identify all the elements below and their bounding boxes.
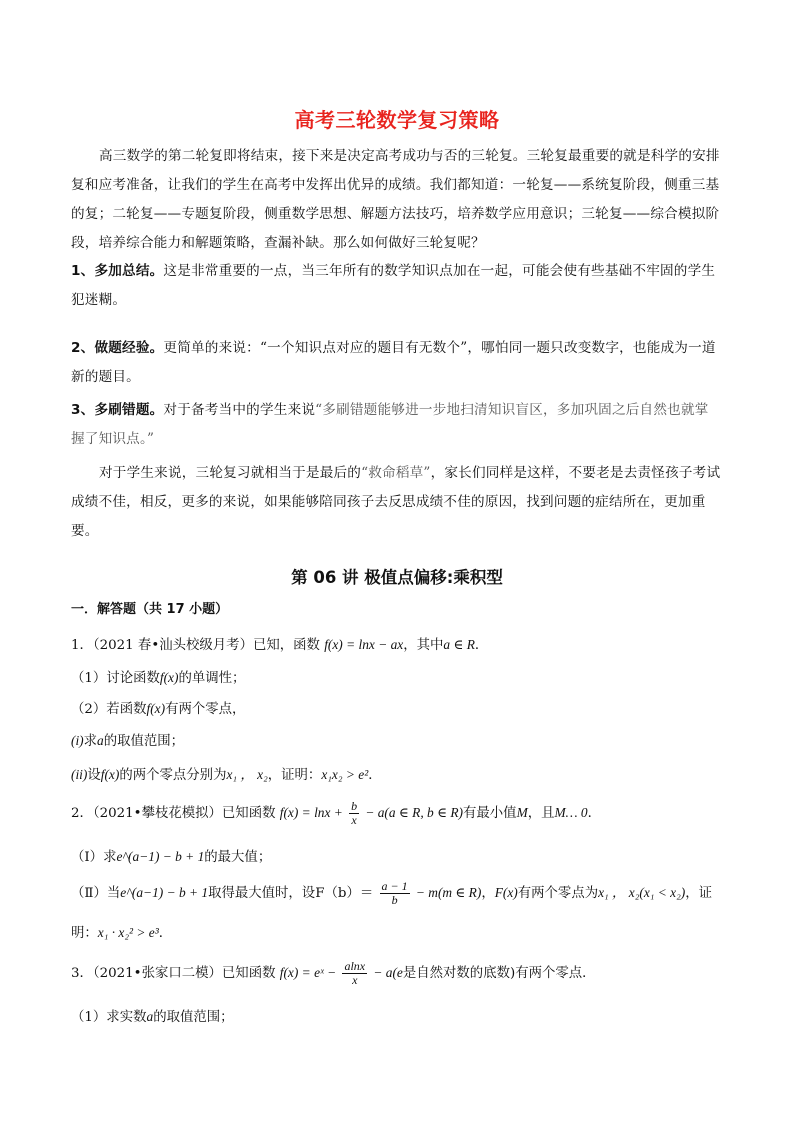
math-expr: a ∈ R (443, 637, 475, 652)
math-expr: e^(a−1) − b + 1 (116, 849, 205, 864)
math-expr: − m(m ∈ R) (415, 885, 482, 900)
text: ，证 (685, 886, 713, 901)
math-expr: x₁ ， x₂ (226, 767, 268, 782)
math-expr: f(x) = lnx − ax (324, 637, 404, 652)
math-expr: (ii) (71, 767, 88, 782)
denominator: x (352, 973, 358, 987)
math-expr: x₁x₂ > e² (321, 767, 369, 782)
math-expr: x₁ · x₂² > e³ (97, 925, 159, 940)
intro-item-2 (71, 334, 721, 392)
problem-2-part-I (71, 846, 731, 865)
text: ，且 (527, 806, 555, 821)
fraction (380, 880, 410, 907)
fraction (349, 800, 359, 827)
text: 的最大值； (204, 850, 272, 865)
lecture-title: 第 06 讲 极值点偏移:乘积型 (291, 568, 503, 587)
text: ，其中 (403, 638, 444, 653)
math-expr: e^(a−1) − b + 1 (120, 885, 209, 900)
math-expr: f(x) = lnx + (279, 805, 343, 820)
item-label: 3、多刷错题。 (71, 402, 164, 418)
text: 的两个零点分别为 (119, 768, 227, 783)
problem-2-part-II (71, 880, 731, 907)
denominator: x (351, 813, 357, 827)
text: 是自然对数的底数)有两个零点． (402, 966, 596, 981)
closing-quote: “救命稻草” (361, 465, 431, 481)
closing-paragraph (71, 459, 721, 546)
item-text: 对于备考当中的学生来说 (163, 402, 316, 418)
math-expr: − a(a ∈ R, b ∈ R) (365, 805, 464, 820)
text: （2）若函数 (71, 702, 147, 717)
item-quote: “多刷错题能够进一步地扫清知识盲区，多加巩固之后自然也就掌握了知识点。” (71, 402, 709, 447)
text: 求 (83, 734, 98, 749)
numerator: b (351, 799, 358, 813)
math-expr: a (97, 733, 104, 748)
math-expr: M (516, 805, 528, 820)
math-expr: f(x) (146, 701, 166, 716)
problem-1-head: 1．（2021 春•汕头校级月考）已知，函数 f(x) = lnx − ax，其中a ∈ R． (71, 637, 489, 653)
text: 设 (87, 768, 101, 783)
item-text: 这是非常重要的一点，当三年所有的数学知识点加在一起，可能会使有些基础不牢固的学生犯迷糊。 (71, 263, 716, 308)
text: （Ⅱ）当 (71, 886, 121, 901)
closing-text-b: ，家长们同样是这样，不要老是去责怪孩子考试成绩不佳，相反，更多的来说，如果能够陪同孩子去反思成绩不佳的原因，找到问题的症结所在，更加重要。 (71, 465, 721, 539)
problem-3-part-1 (71, 1006, 731, 1025)
text: 1．（2021 春•汕头校级月考）已知，函数 (71, 638, 320, 653)
problem-1-part-1 (71, 667, 731, 686)
text: （Ⅰ）求 (71, 850, 117, 865)
item-label: 1、多加总结。 (71, 263, 164, 279)
text: 明： (71, 926, 98, 941)
text: 有最小值 (463, 806, 517, 821)
intro-item-1 (71, 257, 721, 315)
problem-3-head (71, 960, 731, 987)
section-title: 一．解答题（共 17 小题） (71, 602, 229, 617)
denominator: b (391, 893, 398, 907)
problem-1-part-i (71, 730, 731, 749)
intro-item-3 (71, 396, 721, 454)
intro-paragraph: 高三数学的第二轮复即将结束，接下来是决定高考成功与否的三轮复。三轮复最重要的就是科学的安排复和应考准备，让我们的学生在高考中发挥出优异的成绩。我们都知道：一轮复——系统复阶段，侧重三基的复；二轮复——专题复阶段，侧重数学思想、解题方法技巧，培养数学应用意识；三轮复——综合模拟阶段，培养综合能力和解题策略，查漏补缺。那么如何做好三轮复呢？ (71, 148, 720, 251)
text: 的取值范围； (153, 1010, 234, 1025)
problem-1-part-2 (71, 698, 731, 717)
page-title: 高考三轮数学复习策略 (294, 108, 500, 132)
text: 取得最大值时，设 (208, 886, 316, 901)
problem-2-head: 2．（2021•攀枝花模拟）已知函数 f(x) = lnx + $\frac{b}{x}$ − a(a ∈ R, b ∈ R)有最小值M，且M… 0． (71, 799, 602, 827)
text: 2．（2021•攀枝花模拟）已知函数 (71, 806, 276, 821)
item-text: 更简单的来说：“一个知识点对应的题目有无数个”，哪怕同一题只改变数字，也能成为一道新的题目。 (71, 340, 716, 385)
text: 的取值范围； (103, 734, 185, 749)
item-label: 2、做题经验。 (71, 340, 164, 356)
math-expr: f(x) = eˣ − (279, 965, 337, 980)
text: F（b）＝ (315, 886, 374, 901)
math-expr: − a(e (373, 965, 403, 980)
numerator: a − 1 (381, 879, 408, 893)
text: （1）求实数 (71, 1010, 147, 1025)
math-expr: f(x) (159, 670, 179, 685)
text: ， (481, 886, 495, 901)
text: 有两个零点， (165, 702, 246, 717)
math-expr: F(x) (494, 885, 518, 900)
text: ，证明： (267, 768, 322, 783)
text: 有两个零点为 (517, 886, 599, 901)
numerator: alnx (344, 959, 366, 973)
text: 3．（2021•张家口二模）已知函数 (71, 966, 276, 981)
problem-2-proof: 明：x₁ · x₂² > e³． (71, 925, 173, 941)
math-expr: a (146, 1009, 154, 1024)
math-expr: x₁ ， x₂(x₁ < x₂) (598, 885, 686, 900)
math-expr: f(x) (100, 767, 120, 782)
text: （1）讨论函数 (71, 671, 160, 686)
problem-1-part-ii: (ii)设f(x)的两个零点分别为x₁ ， x₂，证明：x₁x₂ > e²． (71, 767, 382, 783)
math-expr: (i) (71, 733, 84, 748)
closing-text-a: 对于学生来说，三轮复习就相当于是最后的 (99, 465, 362, 481)
math-expr: M… 0 (554, 805, 588, 820)
text: 的单调性； (178, 671, 246, 686)
fraction (342, 960, 367, 987)
